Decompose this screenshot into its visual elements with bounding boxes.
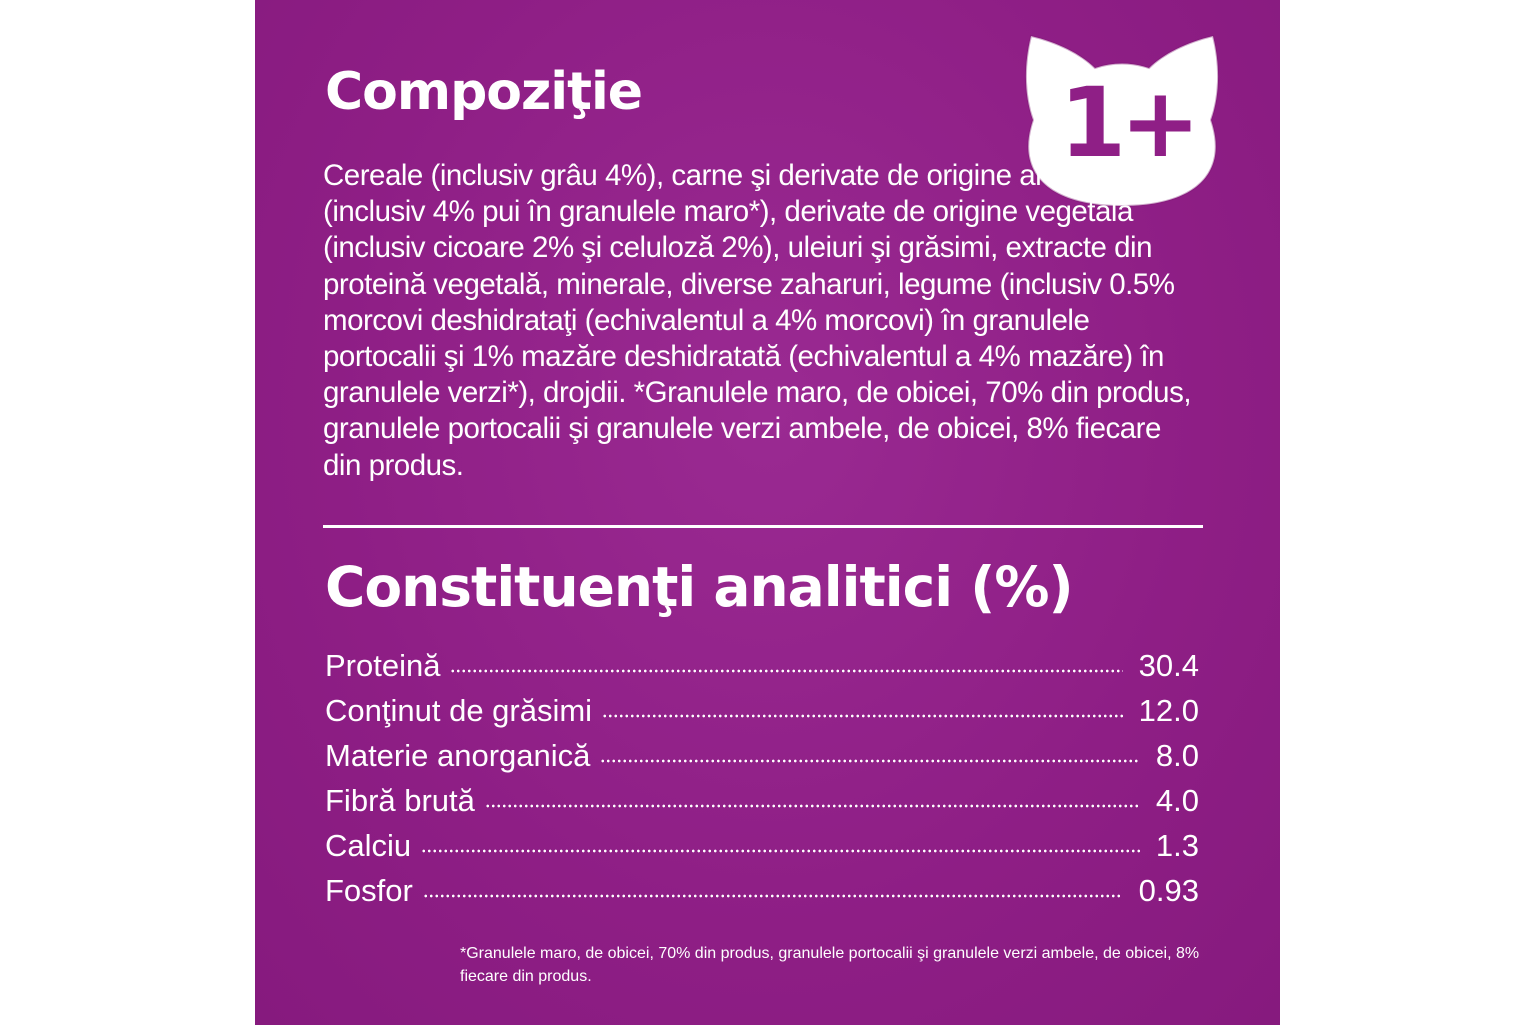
analytic-table xyxy=(325,648,1199,918)
row-value: 12.0 xyxy=(1138,693,1199,728)
analytic-row-protein xyxy=(325,648,1199,693)
analytic-row-calcium xyxy=(325,828,1199,873)
dot-leader xyxy=(421,849,1140,853)
row-label: Materie anorganică xyxy=(325,738,591,773)
row-value: 4.0 xyxy=(1155,783,1199,818)
age-badge-text: 1+ xyxy=(1059,67,1195,179)
analytic-row-phosphorus xyxy=(325,873,1199,918)
dot-leader xyxy=(602,714,1123,718)
footnote: *Granulele maro, de obicei, 70% din produs, granulele portocalii şi granulele verzi ambele, de obicei, 8% fiecare din produs. xyxy=(460,945,1200,985)
row-label: Proteină xyxy=(325,648,441,683)
dot-leader xyxy=(600,759,1140,763)
row-label: Conţinut de grăsimi xyxy=(325,693,593,728)
dot-leader xyxy=(485,804,1140,808)
row-value: 8.0 xyxy=(1155,738,1199,773)
row-label: Fibră brută xyxy=(325,783,475,818)
row-value: 0.93 xyxy=(1138,873,1199,908)
analytic-row-ash xyxy=(325,738,1199,783)
nutrition-panel xyxy=(255,0,1280,1025)
analytic-row-fat xyxy=(325,693,1199,738)
row-value: 1.3 xyxy=(1155,828,1199,863)
row-label: Calciu xyxy=(325,828,412,863)
row-label: Fosfor xyxy=(325,873,413,908)
analytic-row-fibre xyxy=(325,783,1199,828)
dot-leader xyxy=(423,894,1123,898)
section-divider xyxy=(323,525,1203,528)
composition-text: Cereale (inclusiv grâu 4%), carne şi derivate de origine animală (inclusiv 4% pui în granulele maro*), derivate de origine vegetală (inclusiv cicoare 2% şi celuloză 2%), uleiuri şi grăsimi, extracte din proteină vegetală, minerale, diverse zaharuri, legume (inclusiv 0.5% morcovi deshidrataţi (echivalentul a 4% morcovi) în granulele portocalii şi 1% mazăre deshidratată (echivalentul a 4% mazăre) în granulele verzi*), drojdii. *Granulele maro, de obicei, 70% din produs, granulele portocalii şi granulele verzi ambele, de obicei, 8% fiecare din produs. xyxy=(323,159,1192,482)
dot-leader xyxy=(450,669,1122,673)
analytic-title: Constituenţi analitici (%) xyxy=(325,555,1073,619)
row-value: 30.4 xyxy=(1138,648,1199,683)
composition-title: Compoziţie xyxy=(325,62,643,122)
